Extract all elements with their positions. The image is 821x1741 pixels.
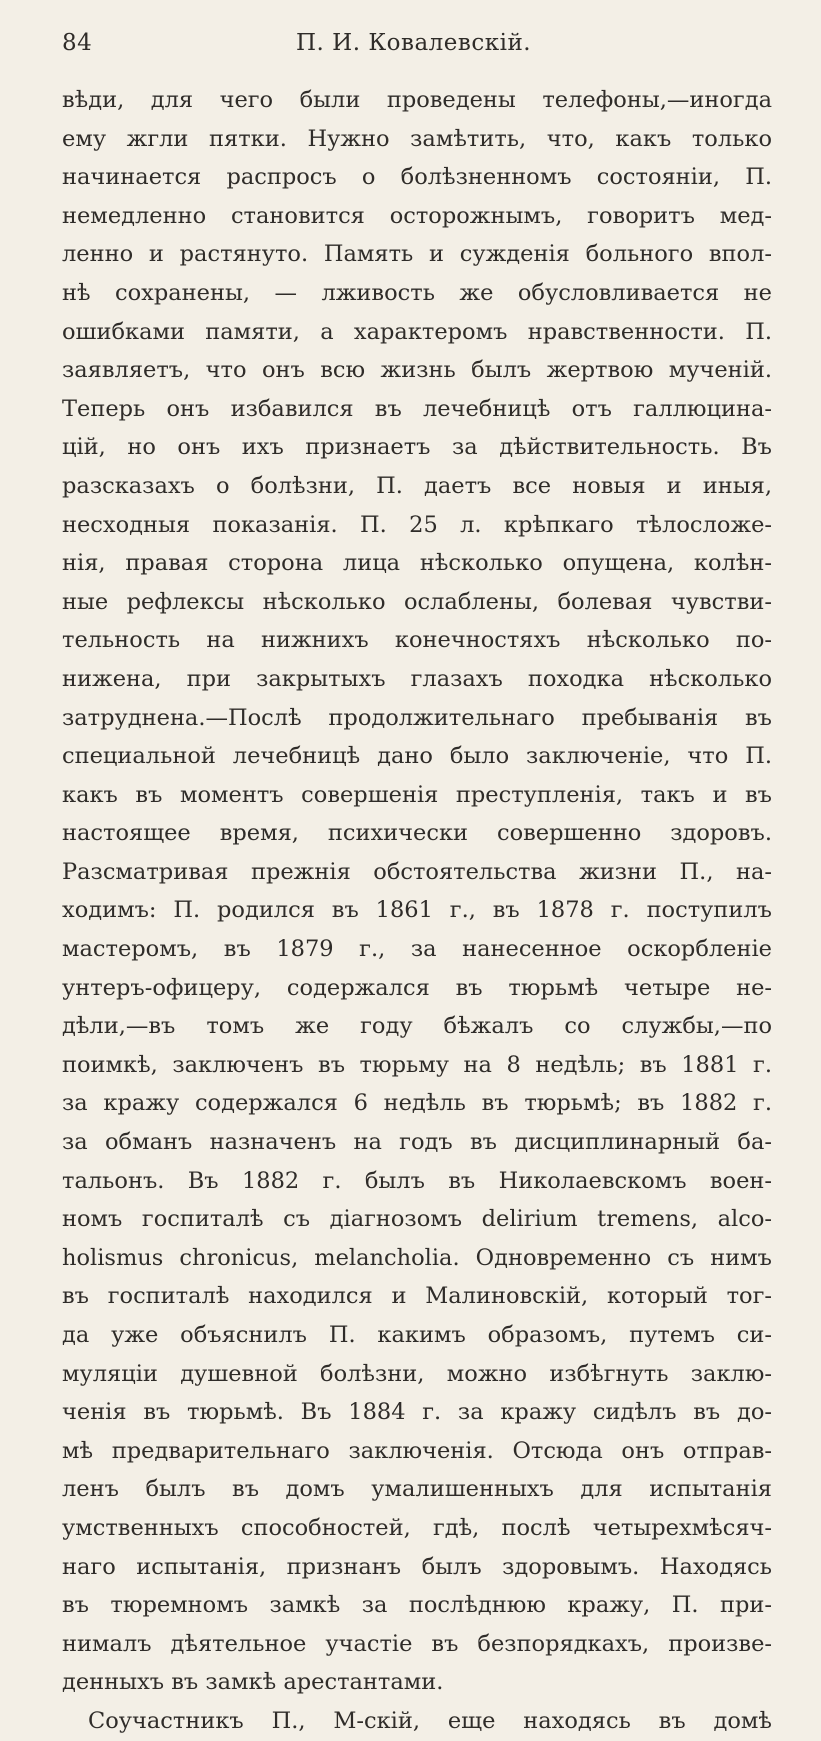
text-line: ходимъ: П. родился въ 1861 г., въ 1878 г. поступилъ (62, 897, 772, 924)
text-line: унтеръ-офицеру, содержался въ тюрьмѣ четыре не- (62, 974, 772, 1001)
text-line: въ тюремномъ замкѣ за послѣднюю кражу, П. при- (62, 1592, 772, 1619)
running-head: П. И. Ковалевскій. (296, 30, 532, 56)
text-line: заявляетъ, что онъ всю жизнь былъ жертвою мученій. (62, 357, 772, 384)
page-number: 84 (62, 30, 93, 56)
text-line: специальной лечебницѣ дано было заключеніе, что П. (62, 743, 772, 770)
page-header (0, 28, 821, 62)
text-line: вѣди, для чего были проведены телефоны,—иногда (62, 87, 772, 113)
text-line: ему жгли пятки. Нужно замѣтить, что, какъ только (62, 125, 772, 152)
text-line: ленно и растянуто. Память и сужденія больного впол- (62, 241, 772, 268)
text-line: нималъ дѣятельное участіе въ безпорядкахъ, произве- (62, 1630, 772, 1657)
text-line: за обманъ назначенъ на годъ въ дисциплинарный ба- (62, 1129, 772, 1156)
text-line: какъ въ моментъ совершенія преступленія, такъ и въ (62, 781, 772, 808)
text-line: Разсматривая прежнія обстоятельства жизни П., на- (62, 858, 772, 885)
text-line: наго испытанія, признанъ былъ здоровымъ. Находясь (62, 1553, 772, 1580)
text-line: нѣ сохранены, — лживость же обусловливается не (62, 279, 772, 306)
text-line: номъ госпиталѣ съ діагнозомъ delirium tremens, alco- (62, 1206, 772, 1233)
text-line: Теперь онъ избавился въ лечебницѣ отъ галлюцина- (62, 395, 772, 422)
text-line: нія, правая сторона лица нѣсколько опущена, колѣн- (62, 550, 772, 577)
text-line: настоящее время, психически совершенно здоровъ. (62, 820, 772, 847)
text-line: тальонъ. Въ 1882 г. былъ въ Николаевскомъ воен- (62, 1167, 772, 1194)
text-line: разсказахъ о болѣзни, П. даетъ все новыя и иныя, (62, 472, 772, 499)
text-line: Соучастникъ П., М-скій, еще находясь въ домѣ (88, 1707, 772, 1734)
text-line: ленъ былъ въ домъ умалишенныхъ для испытанія (62, 1476, 772, 1503)
text-line: цій, но онъ ихъ признаетъ за дѣйствительность. Въ (62, 434, 772, 461)
text-line: несходныя показанія. П. 25 л. крѣпкаго тѣлосложе- (62, 511, 772, 538)
text-line: немедленно становится осторожнымъ, говоритъ мед- (62, 202, 772, 229)
text-line: денныхъ въ замкѣ арестантами. (62, 1669, 444, 1696)
text-line: за кражу содержался 6 недѣль въ тюрьмѣ; въ 1882 г. (62, 1090, 772, 1117)
text-line: начинается распросъ о болѣзненномъ состояніи, П. (62, 164, 772, 191)
text-line: ошибками памяти, а характеромъ нравственности. П. (62, 318, 772, 345)
text-line: нижена, при закрытыхъ глазахъ походка нѣсколько (62, 665, 772, 692)
text-line: затруднена.—Послѣ продолжительнаго пребыванія въ (62, 704, 772, 731)
text-line: holismus chronicus, melancholia. Одновременно съ нимъ (62, 1244, 772, 1271)
text-line: мѣ предварительнаго заключенія. Отсюда онъ отправ- (62, 1437, 772, 1464)
text-line: дѣли,—въ томъ же году бѣжалъ со службы,—по (62, 1013, 772, 1040)
text-line: поимкѣ, заключенъ въ тюрьму на 8 недѣль; въ 1881 г. (62, 1051, 772, 1078)
text-line: ченія въ тюрьмѣ. Въ 1884 г. за кражу сидѣлъ въ до- (62, 1399, 772, 1426)
text-line: умственныхъ способностей, гдѣ, послѣ четырехмѣсяч- (62, 1514, 772, 1541)
text-line: муляціи душевной болѣзни, можно избѣгнуть заклю- (62, 1360, 772, 1387)
text-line: мастеромъ, въ 1879 г., за нанесенное оскорбленіе (62, 936, 772, 963)
text-line: тельность на нижнихъ конечностяхъ нѣсколько по- (62, 627, 772, 654)
text-line: ные рефлексы нѣсколько ослаблены, болевая чувстви- (62, 588, 772, 615)
text-line: да уже объяснилъ П. какимъ образомъ, путемъ си- (62, 1322, 772, 1348)
text-line: въ госпиталѣ находился и Малиновскій, который тог- (62, 1283, 772, 1310)
body-text (62, 81, 772, 1741)
